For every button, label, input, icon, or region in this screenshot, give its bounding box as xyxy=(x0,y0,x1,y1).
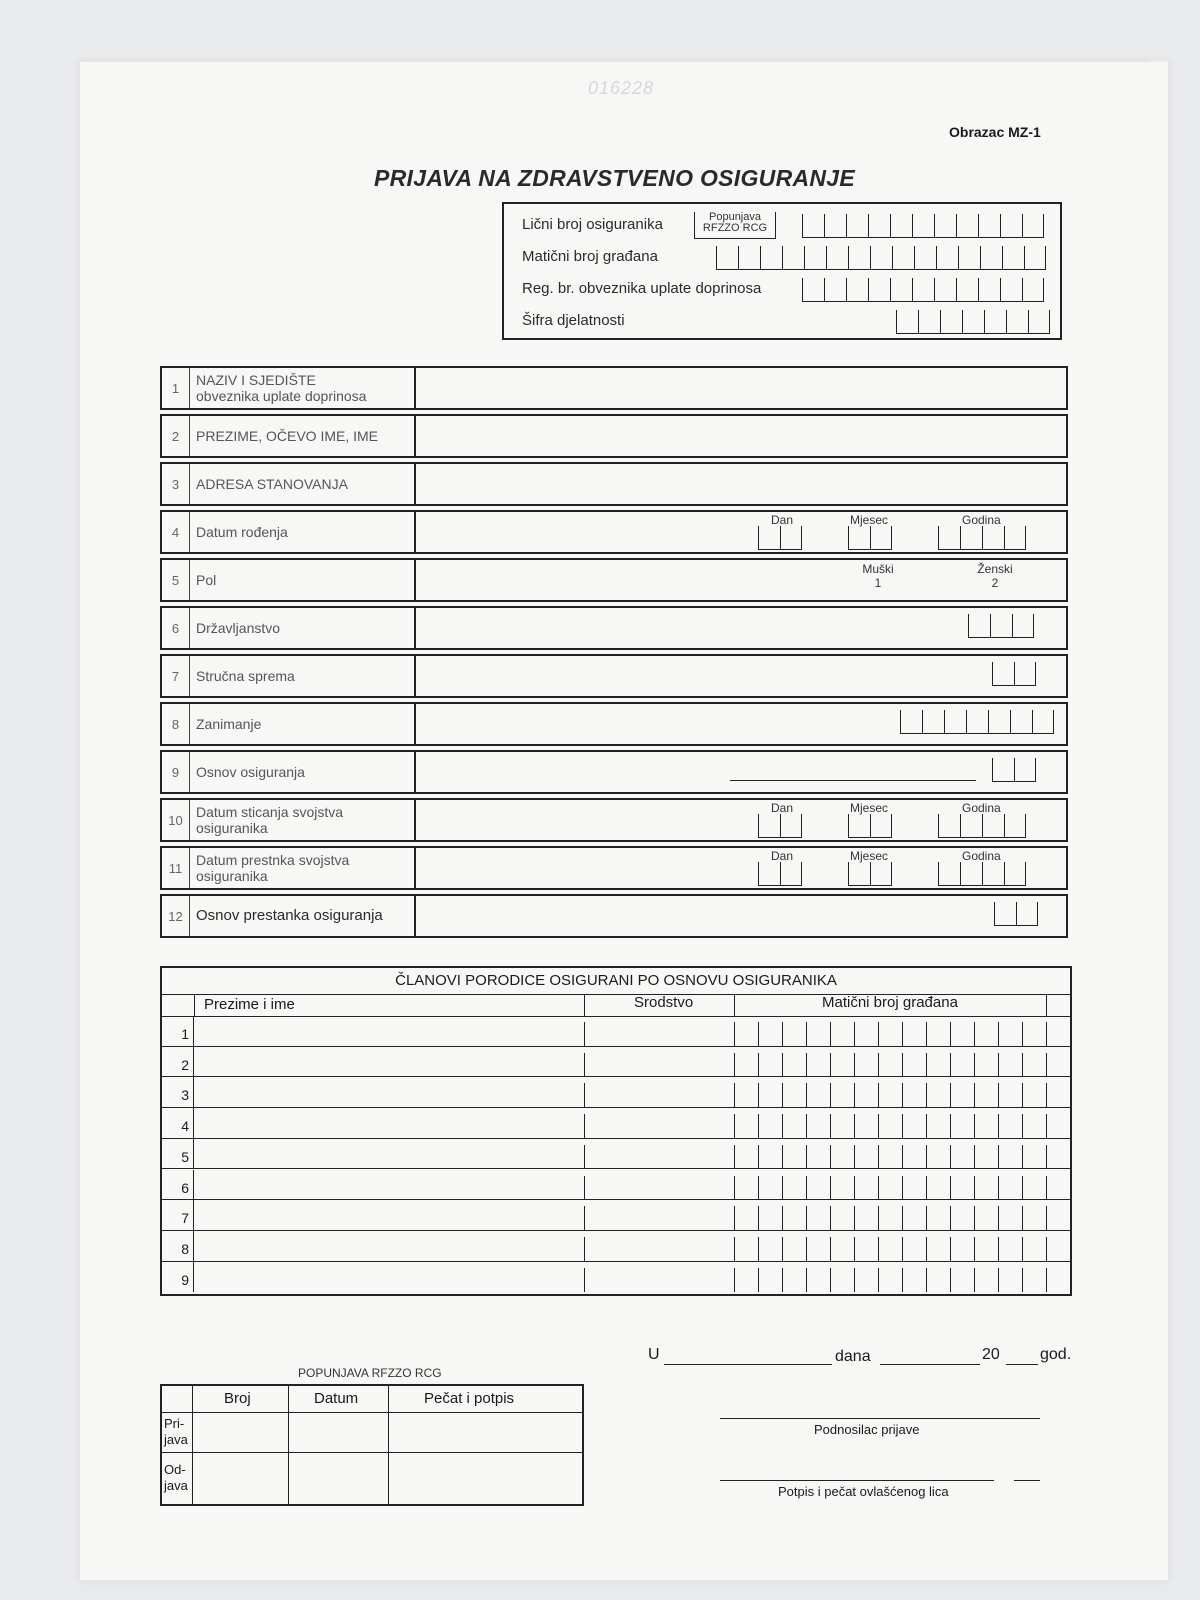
divider xyxy=(584,1022,585,1046)
family-srodstvo-input[interactable] xyxy=(586,1108,732,1138)
zenski-option[interactable] xyxy=(970,562,1020,590)
divider xyxy=(584,1083,585,1107)
osnov-osiguranja-input[interactable] xyxy=(416,752,1066,792)
row-number: 2 xyxy=(162,416,190,456)
divider xyxy=(584,994,585,1016)
mjesec-boxes[interactable] xyxy=(848,526,892,550)
family-srodstvo-input[interactable] xyxy=(586,1139,732,1169)
godina-boxes[interactable] xyxy=(938,862,1026,886)
rfzzo-text: RFZZO RCG xyxy=(702,222,768,234)
divider xyxy=(734,994,735,1016)
row-label xyxy=(190,752,416,792)
zenski-label: Ženski xyxy=(977,562,1013,576)
datum-prestanka-input[interactable] xyxy=(416,848,1066,888)
row-label-1: Datum prestnka svojstva xyxy=(196,852,350,868)
row-9 xyxy=(160,750,1068,794)
dan-label: Dan xyxy=(771,513,794,527)
row-number: 1 xyxy=(162,368,190,408)
drzavljanstvo-input[interactable] xyxy=(416,608,1066,648)
licni-broj-boxes[interactable] xyxy=(802,214,1044,238)
row-number: 4 xyxy=(162,512,190,552)
mjesec-boxes[interactable] xyxy=(848,862,892,886)
family-name-input[interactable] xyxy=(194,1139,584,1169)
row-label-1: Osnov osiguranja xyxy=(196,764,305,780)
row-label-1: Državljanstvo xyxy=(196,620,281,636)
godina-label: Godina xyxy=(962,849,1001,863)
drzavljanstvo-boxes[interactable] xyxy=(968,614,1034,638)
mjesec-label: Mjesec xyxy=(850,801,889,815)
strucna-sprema-input[interactable] xyxy=(416,656,1066,696)
family-name-input[interactable] xyxy=(194,1108,584,1138)
row-label xyxy=(190,608,416,648)
potpis-extra-line xyxy=(1014,1480,1040,1481)
family-row xyxy=(162,1262,1070,1293)
pol-input[interactable] xyxy=(416,560,1066,600)
divider xyxy=(584,1237,585,1261)
naziv-input[interactable] xyxy=(416,368,1066,408)
rfzzo-caption: POPUNJAVA RFZZO RCG xyxy=(298,1366,442,1380)
zanimanje-input[interactable] xyxy=(416,704,1066,744)
dan-boxes[interactable] xyxy=(758,526,802,550)
divider xyxy=(388,1386,389,1504)
strucna-sprema-boxes[interactable] xyxy=(992,662,1036,686)
podnosilac-signature-line[interactable] xyxy=(720,1418,1040,1419)
year-prefix: 20 xyxy=(982,1346,1000,1363)
family-srodstvo-input[interactable] xyxy=(586,1047,732,1077)
family-row-number: 4 xyxy=(162,1108,194,1138)
divider xyxy=(584,1114,585,1138)
main-form-rows xyxy=(160,366,1068,942)
row-2 xyxy=(160,414,1068,458)
place-u-label: U xyxy=(648,1346,660,1363)
reg-broj-boxes[interactable] xyxy=(802,278,1044,302)
digit-separator xyxy=(1046,1145,1047,1169)
family-table xyxy=(160,966,1072,1296)
adresa-input[interactable] xyxy=(416,464,1066,504)
odjava-label xyxy=(164,1462,188,1494)
family-name-input[interactable] xyxy=(194,1047,584,1077)
digit-separator xyxy=(1046,1083,1047,1107)
family-maticni-boxes[interactable] xyxy=(734,1170,1046,1200)
year-input[interactable] xyxy=(1006,1364,1038,1365)
row-label xyxy=(190,896,416,936)
sifra-boxes[interactable] xyxy=(896,310,1050,334)
family-maticni-boxes[interactable] xyxy=(734,1077,1046,1107)
col-maticni: Matični broj građana xyxy=(822,994,958,1011)
maticni-broj-boxes[interactable] xyxy=(716,246,1046,270)
row-8 xyxy=(160,702,1068,746)
potpis-label: Potpis i pečat ovlašćenog lica xyxy=(778,1484,949,1499)
licni-label: Lični broj osiguranika xyxy=(522,216,663,233)
page-title: PRIJAVA NA ZDRAVSTVENO OSIGURANJE xyxy=(374,165,856,191)
mjesec-boxes[interactable] xyxy=(848,814,892,838)
osnov-osiguranja-line xyxy=(730,780,976,781)
digit-separator xyxy=(1046,1022,1047,1046)
family-row-number: 3 xyxy=(162,1077,194,1107)
godina-boxes[interactable] xyxy=(938,814,1026,838)
row-1 xyxy=(160,366,1068,410)
row-label-1: Stručna sprema xyxy=(196,668,295,684)
row-label-1: Pol xyxy=(196,572,217,588)
divider xyxy=(584,1145,585,1169)
row-5 xyxy=(160,558,1068,602)
zanimanje-boxes[interactable] xyxy=(900,710,1054,734)
row-label-1: Datum rođenja xyxy=(196,524,288,540)
family-maticni-boxes[interactable] xyxy=(734,1139,1046,1169)
family-srodstvo-input[interactable] xyxy=(586,1231,732,1261)
zenski-code: 2 xyxy=(991,576,999,590)
dan-label: Dan xyxy=(771,801,794,815)
row-11 xyxy=(160,846,1068,890)
muski-code: 1 xyxy=(874,576,882,590)
row-number: 9 xyxy=(162,752,190,792)
form-number: Obrazac MZ-1 xyxy=(949,124,1041,140)
divider xyxy=(584,1206,585,1230)
row-label xyxy=(190,560,416,600)
godina-label: Godina xyxy=(962,801,1001,815)
datum-rodjenja-input[interactable] xyxy=(416,512,1066,552)
row-label-1: ADRESA STANOVANJA xyxy=(196,476,348,492)
family-row-number: 7 xyxy=(162,1200,194,1230)
divider xyxy=(194,994,195,1016)
divider xyxy=(1046,994,1047,1016)
row-label xyxy=(190,800,416,840)
muski-label: Muški xyxy=(862,562,894,576)
muski-option[interactable] xyxy=(858,562,898,590)
place-input[interactable] xyxy=(664,1364,832,1365)
row-number: 12 xyxy=(162,896,190,936)
prijava-label xyxy=(164,1416,188,1448)
digit-separator xyxy=(1046,1237,1047,1261)
family-row xyxy=(162,1231,1070,1262)
godina-label: Godina xyxy=(962,513,1001,527)
family-maticni-boxes[interactable] xyxy=(734,1231,1046,1261)
family-row xyxy=(162,1016,1070,1047)
date-input[interactable] xyxy=(880,1364,980,1365)
family-name-input[interactable] xyxy=(194,1262,584,1293)
divider xyxy=(288,1386,289,1504)
row-number: 8 xyxy=(162,704,190,744)
digit-separator xyxy=(1046,1114,1047,1138)
family-name-input[interactable] xyxy=(194,1077,584,1107)
family-row xyxy=(162,1139,1070,1170)
row-label xyxy=(190,656,416,696)
god-label: god. xyxy=(1040,1346,1072,1363)
row-number: 3 xyxy=(162,464,190,504)
family-row xyxy=(162,1077,1070,1108)
row-label xyxy=(190,848,416,888)
row-label xyxy=(190,512,416,552)
dan-boxes[interactable] xyxy=(758,814,802,838)
osnov-prestanka-input[interactable] xyxy=(416,896,1066,936)
row-label-1: PREZIME, OČEVO IME, IME xyxy=(196,428,379,444)
family-row-number: 9 xyxy=(162,1262,194,1293)
family-maticni-boxes[interactable] xyxy=(734,1200,1046,1230)
row-4 xyxy=(160,510,1068,554)
family-row-number: 8 xyxy=(162,1231,194,1261)
dan-label: Dan xyxy=(771,849,794,863)
ghost-serial-number: 016228 xyxy=(588,78,655,98)
family-row xyxy=(162,1108,1070,1139)
podnosilac-label: Podnosilac prijave xyxy=(814,1422,920,1437)
row-label-1: Osnov prestanka osiguranja xyxy=(196,907,383,924)
potpis-signature-line[interactable] xyxy=(720,1480,994,1481)
family-table-title: ČLANOVI PORODICE OSIGURANI PO OSNOVU OSIGURANIKA xyxy=(162,968,1070,995)
col-broj: Broj xyxy=(224,1390,251,1407)
row-label xyxy=(190,704,416,744)
popunjava-text: Popunjava xyxy=(709,211,761,223)
rfzzo-table xyxy=(160,1384,584,1506)
row-label-2: osiguranika xyxy=(196,820,268,836)
row-label xyxy=(190,368,416,408)
osnov-prestanka-boxes[interactable] xyxy=(994,902,1038,926)
divider xyxy=(192,1386,193,1504)
family-name-input[interactable] xyxy=(194,1231,584,1261)
odjava-label-1: Od- xyxy=(164,1462,186,1477)
family-maticni-boxes[interactable] xyxy=(734,1047,1046,1077)
prijava-label-1: Pri- xyxy=(164,1416,185,1431)
family-srodstvo-input[interactable] xyxy=(586,1016,732,1046)
family-row xyxy=(162,1200,1070,1231)
col-pecat-potpis: Pečat i potpis xyxy=(424,1390,515,1407)
mjesec-label: Mjesec xyxy=(850,513,889,527)
family-srodstvo-input[interactable] xyxy=(586,1262,732,1293)
odjava-label-2: java xyxy=(164,1478,188,1493)
row-label-1: Datum sticanja svojstva xyxy=(196,804,344,820)
family-srodstvo-input[interactable] xyxy=(586,1170,732,1200)
popunjava-stamp xyxy=(694,212,776,239)
row-number: 10 xyxy=(162,800,190,840)
col-prezime-ime: Prezime i ime xyxy=(204,996,295,1013)
family-table-header xyxy=(162,994,1070,1017)
row-label xyxy=(190,464,416,504)
mjesec-label: Mjesec xyxy=(850,849,889,863)
godina-boxes[interactable] xyxy=(938,526,1026,550)
dan-boxes[interactable] xyxy=(758,862,802,886)
digit-separator xyxy=(1046,1268,1047,1293)
prijava-label-2: java xyxy=(164,1432,188,1447)
row-label xyxy=(190,416,416,456)
divider xyxy=(162,1452,582,1453)
row-label-2: obveznika uplate doprinosa xyxy=(196,388,367,404)
family-row-number: 5 xyxy=(162,1139,194,1169)
family-maticni-boxes[interactable] xyxy=(734,1108,1046,1138)
row-label-2: osiguranika xyxy=(196,868,268,884)
sifra-label: Šifra djelatnosti xyxy=(522,312,625,329)
maticni-label: Matični broj građana xyxy=(522,248,658,265)
family-name-input[interactable] xyxy=(194,1200,584,1230)
row-number: 5 xyxy=(162,560,190,600)
prezime-input[interactable] xyxy=(416,416,1066,456)
family-row xyxy=(162,1170,1070,1201)
col-srodstvo: Srodstvo xyxy=(634,994,694,1011)
family-maticni-boxes[interactable] xyxy=(734,1016,1046,1046)
digit-separator xyxy=(1046,1053,1047,1077)
family-row xyxy=(162,1047,1070,1078)
family-name-input[interactable] xyxy=(194,1170,584,1200)
divider xyxy=(584,1053,585,1077)
row-10 xyxy=(160,798,1068,842)
digit-separator xyxy=(1046,1176,1047,1200)
col-datum: Datum xyxy=(314,1390,359,1407)
reg-label: Reg. br. obveznika uplate doprinosa xyxy=(522,280,762,297)
datum-sticanja-input[interactable] xyxy=(416,800,1066,840)
family-srodstvo-input[interactable] xyxy=(586,1200,732,1230)
osnov-osiguranja-boxes[interactable] xyxy=(992,758,1036,782)
row-label-1: NAZIV I SJEDIŠTE xyxy=(196,372,316,388)
id-box xyxy=(502,202,1062,340)
row-number: 11 xyxy=(162,848,190,888)
row-12 xyxy=(160,894,1068,938)
divider xyxy=(584,1176,585,1200)
row-3 xyxy=(160,462,1068,506)
row-7 xyxy=(160,654,1068,698)
row-6 xyxy=(160,606,1068,650)
row-number: 7 xyxy=(162,656,190,696)
dana-label: dana xyxy=(835,1348,871,1365)
family-name-input[interactable] xyxy=(194,1016,584,1046)
family-maticni-boxes[interactable] xyxy=(734,1262,1046,1293)
family-row-number: 1 xyxy=(162,1016,194,1046)
row-label-1: Zanimanje xyxy=(196,716,262,732)
family-row-number: 6 xyxy=(162,1170,194,1200)
row-number: 6 xyxy=(162,608,190,648)
family-srodstvo-input[interactable] xyxy=(586,1077,732,1107)
digit-separator xyxy=(1046,1206,1047,1230)
divider xyxy=(584,1268,585,1293)
family-row-number: 2 xyxy=(162,1047,194,1077)
